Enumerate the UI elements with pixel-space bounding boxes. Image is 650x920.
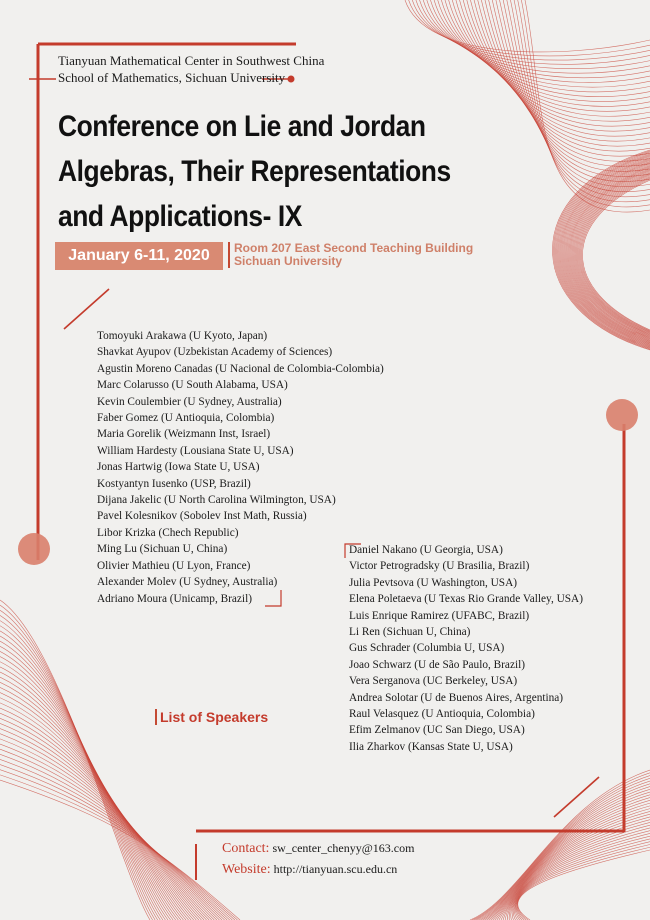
- contact-email[interactable]: sw_center_chenyy@163.com: [272, 841, 415, 855]
- speaker-item: Alexander Molev (U Sydney, Australia): [97, 576, 278, 589]
- speaker-item: Shavkat Ayupov (Uzbekistan Academy of Sciences): [97, 346, 333, 359]
- speaker-item: Elena Poletaeva (U Texas Rio Grande Valley, USA): [349, 593, 583, 606]
- title-line-1: Conference on Lie and Jordan: [58, 110, 426, 143]
- organizer-line-2: School of Mathematics, Sichuan University: [58, 70, 286, 85]
- contact-row: [222, 838, 414, 859]
- speaker-item: Efim Zelmanov (UC San Diego, USA): [349, 724, 525, 737]
- circle-left: [18, 533, 50, 565]
- title-line-2: Algebras, Their Representations: [58, 155, 451, 188]
- speaker-item: Li Ren (Sichuan U, China): [349, 626, 471, 639]
- contact-label: Contact:: [222, 841, 270, 856]
- venue-block: [228, 242, 473, 268]
- decorative-curves-bottom-left: [0, 600, 240, 920]
- website-label: Website:: [222, 862, 271, 877]
- speaker-item: Ilia Zharkov (Kansas State U, USA): [349, 740, 513, 753]
- speaker-item: Adriano Moura (Unicamp, Brazil): [97, 592, 252, 605]
- conference-title: [58, 104, 516, 239]
- speaker-item: Kevin Coulembier (U Sydney, Australia): [97, 395, 282, 408]
- speaker-list-right: [349, 542, 583, 755]
- title-line-3: and Applications- IX: [58, 200, 302, 233]
- speaker-item: Joao Schwarz (U de São Paulo, Brazil): [349, 658, 525, 671]
- speaker-item: Olivier Mathieu (U Lyon, France): [97, 559, 251, 572]
- speaker-item: Vera Serganova (UC Berkeley, USA): [349, 675, 518, 688]
- venue-line-1: Room 207 East Second Teaching Building: [234, 241, 474, 255]
- speaker-item: Dijana Jakelic (U North Carolina Wilmington, USA): [97, 494, 336, 507]
- speaker-item: Pavel Kolesnikov (Sobolev Inst Math, Russia): [97, 510, 307, 523]
- speaker-item: Victor Petrogradsky (U Brasilia, Brazil): [349, 560, 530, 573]
- website-row: [222, 859, 414, 880]
- date-badge: January 6-11, 2020: [55, 242, 223, 270]
- speaker-item: Libor Krizka (Chech Republic): [97, 526, 239, 539]
- speaker-list-left: [97, 328, 384, 607]
- speaker-item: Daniel Nakano (U Georgia, USA): [349, 544, 503, 556]
- organizer-block: [58, 52, 324, 86]
- speakers-heading: List of Speakers: [155, 709, 268, 725]
- speaker-item: Julia Pevtsova (U Washington, USA): [349, 576, 518, 589]
- speaker-item: Gus Schrader (Columbia U, USA): [349, 642, 505, 655]
- circle-right: [606, 399, 638, 431]
- speaker-item: Tomoyuki Arakawa (U Kyoto, Japan): [97, 330, 268, 342]
- speaker-item: William Hardesty (Lousiana State U, USA): [97, 444, 294, 457]
- speaker-item: Raul Velasquez (U Antioquia, Colombia): [349, 708, 535, 721]
- speaker-item: Marc Colarusso (U South Alabama, USA): [97, 379, 288, 392]
- organizer-line-1: Tianyuan Mathematical Center in Southwest China: [58, 53, 325, 68]
- diagonal-accent-right: [554, 777, 599, 817]
- speaker-item: Luis Enrique Ramirez (UFABC, Brazil): [349, 609, 530, 622]
- speaker-item: Andrea Solotar (U de Buenos Aires, Argentina): [349, 691, 564, 704]
- speaker-item: Maria Gorelik (Weizmann Inst, Israel): [97, 428, 271, 441]
- contact-block: [222, 838, 414, 880]
- decorative-curves-right: [553, 150, 650, 350]
- speaker-item: Jonas Hartwig (Iowa State U, USA): [97, 461, 260, 474]
- speaker-item: Ming Lu (Sichuan U, China): [97, 543, 228, 556]
- speaker-item: Faber Gomez (U Antioquia, Colombia): [97, 412, 275, 425]
- website-link[interactable]: http://tianyuan.scu.edu.cn: [273, 862, 398, 876]
- speaker-item: Agustin Moreno Canadas (U Nacional de Colombia-Colombia): [97, 362, 384, 375]
- diagonal-accent-left: [64, 289, 109, 329]
- speaker-item: Kostyantyn Iusenko (USP, Brazil): [97, 477, 251, 490]
- venue-line-2: Sichuan University: [234, 254, 343, 268]
